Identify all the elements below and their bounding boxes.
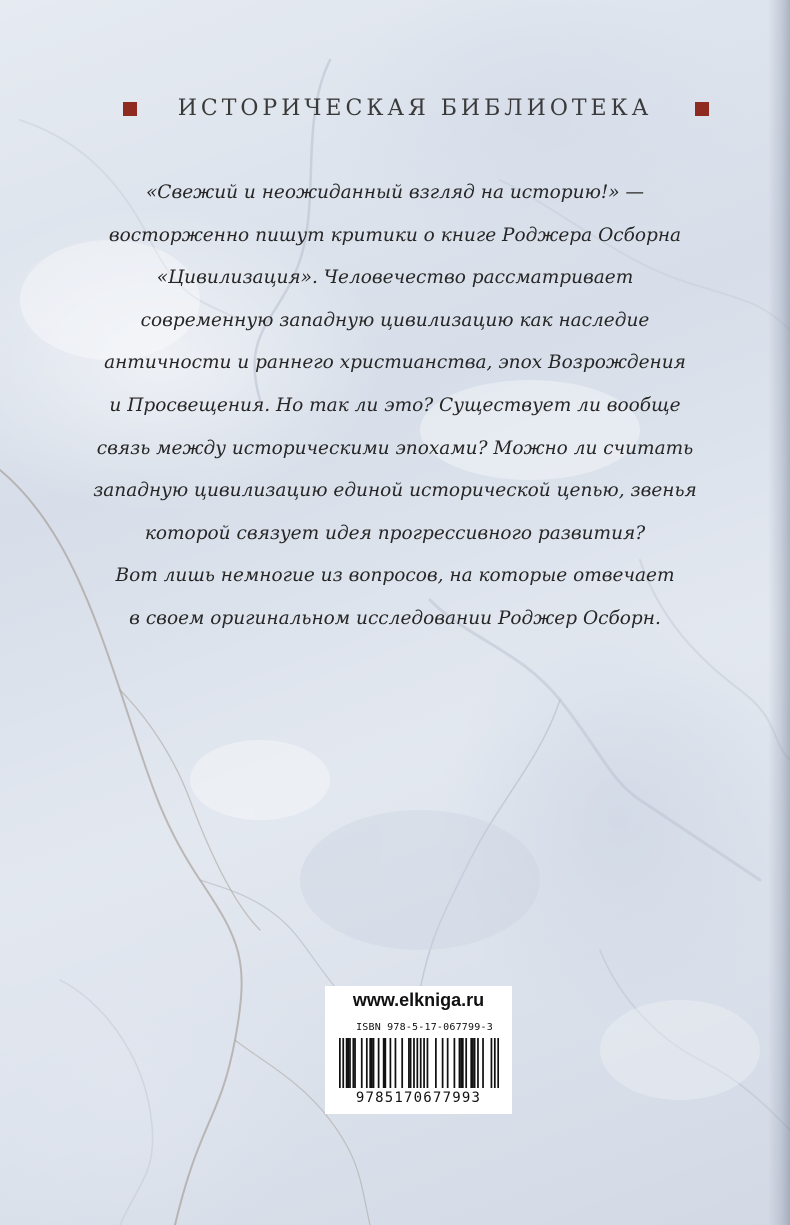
blurb-line: которой связует идея прогрессивного развития? [144, 522, 646, 544]
decorative-square-icon [123, 102, 137, 116]
barcode-bar [420, 1038, 422, 1088]
blurb-line: восторженно пишут критики о книге Роджера Осборна [108, 224, 682, 246]
barcode-bar [369, 1038, 371, 1088]
barcode-bar [413, 1038, 415, 1088]
barcode-bar [371, 1038, 373, 1088]
barcode-bar [454, 1038, 456, 1088]
barcode-bar [378, 1038, 380, 1088]
barcode-bar [352, 1038, 354, 1088]
isbn-text: ISBN 978-5-17-067799-3 [356, 1022, 493, 1033]
barcode-bar [408, 1038, 410, 1088]
blurb-text [60, 172, 730, 641]
barcode-bar [435, 1038, 437, 1088]
barcode-bar [465, 1038, 467, 1088]
barcode-bar [349, 1038, 351, 1088]
blurb-line: западную цивилизацию единой исторической цепью, звенья [93, 480, 697, 502]
barcode-bar [472, 1038, 474, 1088]
barcode-bar [494, 1038, 496, 1088]
barcode-bar [482, 1038, 484, 1088]
barcode-bar [410, 1038, 412, 1088]
barcode-bar [442, 1038, 444, 1088]
barcode-bar [497, 1038, 499, 1088]
barcode-label [325, 986, 512, 1114]
barcode-bar [470, 1038, 472, 1088]
barcode-bar [347, 1038, 349, 1088]
blurb-line: античности и раннего христианства, эпох Возрождения [104, 352, 686, 374]
barcode-bar [477, 1038, 479, 1088]
barcode-bar [491, 1038, 493, 1088]
barcode-bar [401, 1038, 403, 1088]
decorative-square-icon [695, 102, 709, 116]
barcode-bar [339, 1038, 341, 1088]
blurb-line: «Свежий и неожиданный взгляд на историю!» — [145, 182, 644, 203]
barcode-bar [383, 1038, 385, 1088]
blurb-line: связь между историческими эпохами? Можно ли считать [96, 437, 694, 459]
barcode-bar [423, 1038, 425, 1088]
barcode-bar [395, 1038, 397, 1088]
barcode-bar [462, 1038, 464, 1088]
barcode-bar [460, 1038, 462, 1088]
blurb-line: в своем оригинальном исследовании Роджер Осборн. [129, 607, 661, 629]
barcode-bar [390, 1038, 392, 1088]
blurb-line: и Просвещения. Но так ли это? Существует ли вообще [109, 394, 681, 416]
spine-edge [768, 0, 790, 1225]
website-url: www.elkniga.ru [352, 990, 485, 1010]
barcode-bar [354, 1038, 356, 1088]
barcode-bar [427, 1038, 429, 1088]
blurb-line: современную западную цивилизацию как наследие [140, 309, 650, 331]
barcode-bar [346, 1038, 348, 1088]
barcode-bar [416, 1038, 418, 1088]
barcode-bar [384, 1038, 386, 1088]
barcode-bar [342, 1038, 344, 1088]
barcode-icon [339, 1038, 499, 1090]
barcode-bar [474, 1038, 476, 1088]
barcode-bar [459, 1038, 461, 1088]
series-header [0, 92, 790, 128]
barcode-bar [366, 1038, 368, 1088]
barcode-digits: 9785170677993 [355, 1090, 482, 1106]
blurb-line: Вот лишь немногие из вопросов, на которые отвечает [115, 565, 675, 587]
barcode-bar [447, 1038, 449, 1088]
barcode-bar [361, 1038, 363, 1088]
series-title: ИСТОРИЧЕСКАЯ БИБЛИОТЕКА [177, 96, 653, 121]
blurb-line: «Цивилизация». Человечество рассматривает [156, 267, 634, 289]
barcode-bar [373, 1038, 375, 1088]
